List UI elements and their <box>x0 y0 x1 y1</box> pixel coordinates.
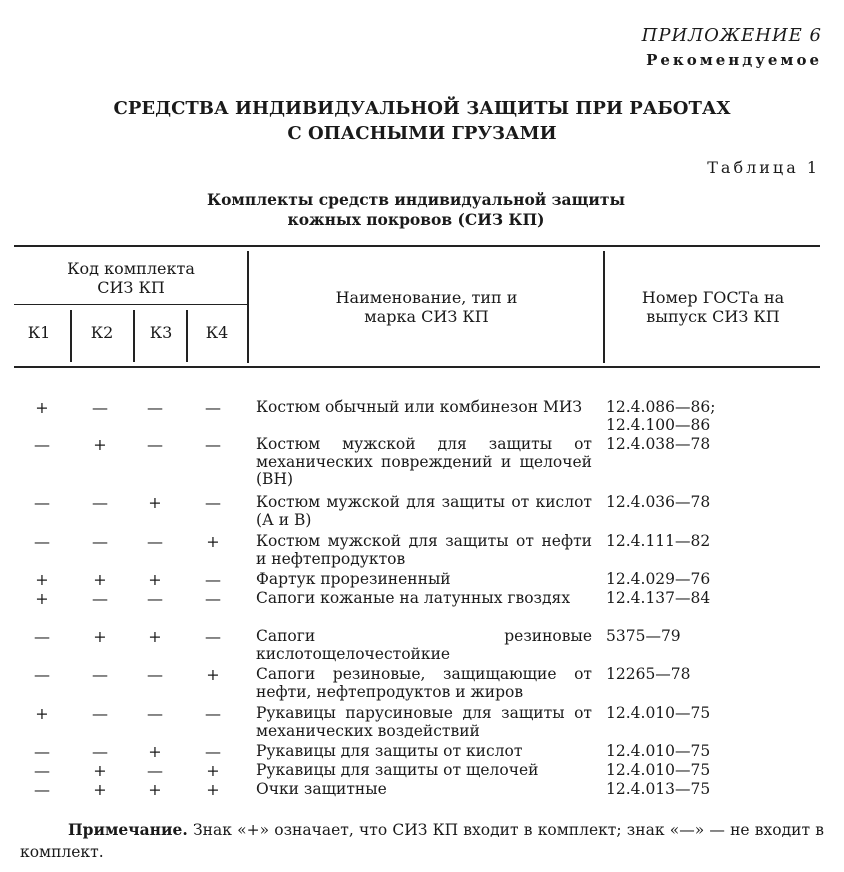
item-gost: 5375—79 <box>606 627 681 645</box>
k3-mark: — <box>147 665 163 684</box>
gost-column-header <box>606 288 820 326</box>
item-name: Костюм обычный или комбинезон МИЗ <box>256 398 582 416</box>
k3-mark: + <box>148 780 162 799</box>
footnote <box>20 819 824 863</box>
item-gost: 12.4.013—75 <box>606 780 711 798</box>
k4-mark: + <box>206 532 220 551</box>
item-name: Костюм мужской для защиты от нефти и нефтепродуктов <box>256 532 592 568</box>
item-name: Рукавицы для защиты от кислот <box>256 742 523 760</box>
k2-mark: + <box>93 761 107 780</box>
code-group-line-1: Код комплекта <box>67 259 195 278</box>
title-line-2: С ОПАСНЫМИ ГРУЗАМИ <box>287 123 557 144</box>
item-gost: 12.4.036—78 <box>606 493 711 511</box>
k2-mark: — <box>92 398 108 417</box>
table-number-label: Таблица 1 <box>707 158 820 177</box>
k1-mark: + <box>35 570 49 589</box>
k2-mark: + <box>93 435 107 454</box>
k2-mark: + <box>93 780 107 799</box>
k1-mark: — <box>34 532 50 551</box>
k3-mark: — <box>147 589 163 608</box>
item-name: Рукавицы для защиты от щелочей <box>256 761 539 779</box>
k1-mark: — <box>34 435 50 454</box>
k3-mark: + <box>148 570 162 589</box>
item-gost: 12.4.010—75 <box>606 761 711 779</box>
k1-mark: + <box>35 704 49 723</box>
item-gost: 12.4.086—86; 12.4.100—86 <box>606 398 716 434</box>
column-divider-k3-k4 <box>186 310 188 362</box>
k3-mark: — <box>147 532 163 551</box>
k1-mark: + <box>35 398 49 417</box>
k1-mark: + <box>35 589 49 608</box>
k3-mark: + <box>148 493 162 512</box>
item-name: Сапоги кожаные на латунных гвоздях <box>256 589 571 607</box>
recommended-label: Рекомендуемое <box>646 51 822 69</box>
header-k2: К2 <box>90 323 114 342</box>
k2-mark: — <box>92 742 108 761</box>
k3-mark: — <box>147 704 163 723</box>
k2-mark: + <box>93 570 107 589</box>
k3-mark: — <box>147 398 163 417</box>
code-group-line-2: СИЗ КП <box>97 278 165 297</box>
item-name: Костюм мужской для защиты от кислот (А и В) <box>256 493 592 529</box>
k4-mark: + <box>206 761 220 780</box>
column-divider-name-gost <box>603 251 605 363</box>
footnote-text: Знак «+» означает, что СИЗ КП входит в комплект; знак «—» — не входит в комплект. <box>20 821 824 861</box>
item-gost: 12.4.010—75 <box>606 742 711 760</box>
item-gost: 12.4.010—75 <box>606 704 711 722</box>
caption-line-2: кожных покровов (СИЗ КП) <box>287 210 545 229</box>
gost-header-line-2: выпуск СИЗ КП <box>646 307 780 326</box>
k3-mark: + <box>148 627 162 646</box>
item-name: Очки защитные <box>256 780 387 798</box>
k4-mark: — <box>205 435 221 454</box>
item-name: Сапоги резиновые, защищающие от нефти, нефтепродуктов и жиров <box>256 665 592 701</box>
k1-mark: — <box>34 761 50 780</box>
k3-mark: — <box>147 761 163 780</box>
table-caption <box>0 190 832 230</box>
table-top-rule <box>14 245 820 247</box>
k1-mark: — <box>34 780 50 799</box>
item-name: Костюм мужской для защиты от механических повреждений и щелочей (ВН) <box>256 435 592 488</box>
item-gost: 12.4.029—76 <box>606 570 711 588</box>
k4-mark: — <box>205 493 221 512</box>
k2-mark: — <box>92 532 108 551</box>
item-name: Фартук прорезиненный <box>256 570 451 588</box>
item-name: Сапоги резиновые кислотощелочестойкие <box>256 627 592 663</box>
table-header-bottom-rule <box>14 366 820 368</box>
item-name: Рукавицы парусиновые для защиты от механических воздействий <box>256 704 592 740</box>
header-k1: К1 <box>27 323 51 342</box>
item-gost: 12.4.038—78 <box>606 435 711 453</box>
column-divider-k2-k3 <box>133 310 135 362</box>
name-header-line-2: марка СИЗ КП <box>364 307 489 326</box>
k1-mark: — <box>34 493 50 512</box>
document-title <box>0 96 844 146</box>
name-column-header <box>250 288 603 326</box>
k4-mark: + <box>206 665 220 684</box>
k3-mark: — <box>147 435 163 454</box>
caption-line-1: Комплекты средств индивидуальной защиты <box>206 190 626 209</box>
item-gost: 12.4.137—84 <box>606 589 711 607</box>
k2-mark: — <box>92 704 108 723</box>
code-group-header <box>14 259 248 297</box>
footnote-heading: Примечание. <box>68 820 188 839</box>
header-k4: К4 <box>205 323 229 342</box>
appendix-label: ПРИЛОЖЕНИЕ 6 <box>641 25 822 46</box>
k1-mark: — <box>34 665 50 684</box>
k1-mark: — <box>34 742 50 761</box>
header-k3: К3 <box>149 323 173 342</box>
k4-mark: — <box>205 627 221 646</box>
k1-mark: — <box>34 627 50 646</box>
item-gost: 12.4.111—82 <box>606 532 711 550</box>
item-gost: 12265—78 <box>606 665 691 683</box>
k4-mark: — <box>205 589 221 608</box>
k2-mark: — <box>92 589 108 608</box>
k4-mark: — <box>205 742 221 761</box>
column-divider-k1-k2 <box>70 310 72 362</box>
title-line-1: СРЕДСТВА ИНДИВИДУАЛЬНОЙ ЗАЩИТЫ ПРИ РАБОТАХ <box>113 98 731 119</box>
k4-mark: — <box>205 398 221 417</box>
k2-mark: — <box>92 493 108 512</box>
code-group-rule <box>14 304 248 305</box>
gost-header-line-1: Номер ГОСТа на <box>641 288 785 307</box>
k2-mark: + <box>93 627 107 646</box>
k4-mark: — <box>205 570 221 589</box>
k2-mark: — <box>92 665 108 684</box>
k4-mark: + <box>206 780 220 799</box>
name-header-line-1: Наименование, тип и <box>335 288 518 307</box>
k4-mark: — <box>205 704 221 723</box>
k3-mark: + <box>148 742 162 761</box>
